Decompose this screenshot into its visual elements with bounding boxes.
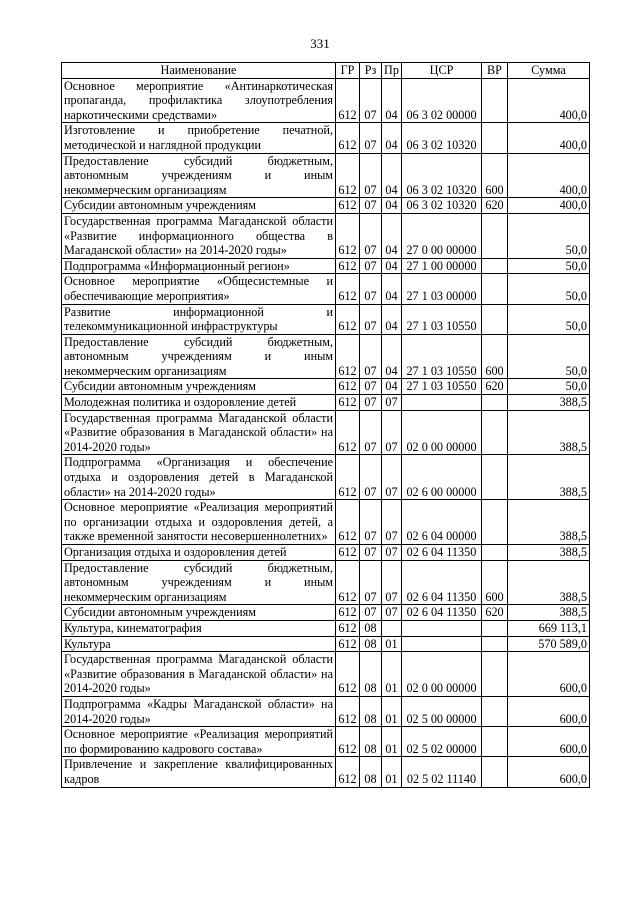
header-csr: ЦСР <box>402 63 482 79</box>
table-row <box>62 198 590 214</box>
cell-name: Развитие информационной и телекоммуникационной инфраструктуры <box>62 304 336 334</box>
cell-gr: 612 <box>336 545 360 561</box>
header-sum: Сумма <box>508 63 590 79</box>
cell-sum: 50,0 <box>508 334 590 379</box>
cell-name: Государственная программа Магаданской области «Развитие образования в Магаданской области» на 2014-2020 годы» <box>62 410 336 455</box>
table-row <box>62 258 590 274</box>
cell-vr: 620 <box>482 198 508 214</box>
cell-sum: 669 113,1 <box>508 620 590 636</box>
table-row <box>62 636 590 652</box>
cell-name: Подпрограмма «Организация и обеспечение отдыха и оздоровления детей в Магаданской области» на 2014-2020 годы» <box>62 455 336 500</box>
cell-rz: 08 <box>360 727 382 757</box>
table-row <box>62 274 590 304</box>
table-row <box>62 395 590 411</box>
cell-pr: 04 <box>382 304 402 334</box>
cell-name: Основное мероприятие «Антинаркотическая пропаганда, профилактика злоупотребления наркотическими средствами» <box>62 78 336 123</box>
table-row <box>62 455 590 500</box>
table-row <box>62 652 590 697</box>
cell-vr: 620 <box>482 605 508 621</box>
cell-rz: 08 <box>360 652 382 697</box>
cell-gr: 612 <box>336 652 360 697</box>
cell-name: Молодежная политика и оздоровление детей <box>62 395 336 411</box>
cell-csr: 02 5 02 00000 <box>402 727 482 757</box>
cell-name: Основное мероприятие «Реализация мероприятий по формированию кадрового состава» <box>62 727 336 757</box>
cell-csr: 06 3 02 10320 <box>402 153 482 198</box>
table-row <box>62 410 590 455</box>
cell-name: Подпрограмма «Кадры Магаданской области» на 2014-2020 годы» <box>62 696 336 726</box>
cell-gr: 612 <box>336 274 360 304</box>
cell-rz: 08 <box>360 636 382 652</box>
cell-csr: 02 5 02 11140 <box>402 757 482 787</box>
cell-rz: 07 <box>360 560 382 605</box>
cell-sum: 400,0 <box>508 153 590 198</box>
cell-rz: 07 <box>360 545 382 561</box>
cell-gr: 612 <box>336 696 360 726</box>
cell-pr: 07 <box>382 605 402 621</box>
cell-vr <box>482 213 508 258</box>
cell-rz: 07 <box>360 123 382 153</box>
cell-csr: 06 3 02 00000 <box>402 78 482 123</box>
cell-sum: 388,5 <box>508 500 590 545</box>
cell-pr: 04 <box>382 379 402 395</box>
cell-csr: 02 0 00 00000 <box>402 410 482 455</box>
cell-name: Субсидии автономным учреждениям <box>62 198 336 214</box>
cell-gr: 612 <box>336 304 360 334</box>
cell-name: Основное мероприятие «Общесистемные и обеспечивающие мероприятия» <box>62 274 336 304</box>
cell-rz: 07 <box>360 153 382 198</box>
cell-csr: 02 6 04 11350 <box>402 605 482 621</box>
cell-vr <box>482 696 508 726</box>
cell-rz: 07 <box>360 500 382 545</box>
cell-pr: 04 <box>382 153 402 198</box>
table-row <box>62 545 590 561</box>
cell-csr: 02 6 04 11350 <box>402 545 482 561</box>
header-vr: ВР <box>482 63 508 79</box>
cell-pr: 07 <box>382 545 402 561</box>
cell-vr <box>482 410 508 455</box>
table-row <box>62 500 590 545</box>
cell-rz: 07 <box>360 455 382 500</box>
cell-gr: 612 <box>336 455 360 500</box>
cell-vr: 600 <box>482 560 508 605</box>
cell-pr: 07 <box>382 455 402 500</box>
cell-csr <box>402 395 482 411</box>
cell-csr: 06 3 02 10320 <box>402 123 482 153</box>
cell-csr: 06 3 02 10320 <box>402 198 482 214</box>
cell-gr: 612 <box>336 560 360 605</box>
table-row <box>62 605 590 621</box>
cell-gr: 612 <box>336 605 360 621</box>
cell-sum: 50,0 <box>508 258 590 274</box>
cell-pr: 07 <box>382 395 402 411</box>
cell-name: Предоставление субсидий бюджетным, автономным учреждениям и иным некоммерческим организациям <box>62 560 336 605</box>
cell-rz: 07 <box>360 395 382 411</box>
cell-rz: 07 <box>360 274 382 304</box>
cell-gr: 612 <box>336 258 360 274</box>
cell-gr: 612 <box>336 727 360 757</box>
header-rz: Рз <box>360 63 382 79</box>
cell-rz: 07 <box>360 379 382 395</box>
cell-name: Культура <box>62 636 336 652</box>
table-row <box>62 123 590 153</box>
table-row <box>62 696 590 726</box>
cell-rz: 07 <box>360 258 382 274</box>
cell-pr: 04 <box>382 123 402 153</box>
cell-name: Предоставление субсидий бюджетным, автономным учреждениям и иным некоммерческим организациям <box>62 334 336 379</box>
cell-name: Государственная программа Магаданской области «Развитие образования в Магаданской области» на 2014-2020 годы» <box>62 652 336 697</box>
table-header-row <box>62 63 590 79</box>
cell-name: Субсидии автономным учреждениям <box>62 379 336 395</box>
table-row <box>62 757 590 787</box>
table-row <box>62 153 590 198</box>
cell-sum: 600,0 <box>508 727 590 757</box>
cell-sum: 388,5 <box>508 560 590 605</box>
cell-pr: 01 <box>382 652 402 697</box>
cell-sum: 388,5 <box>508 455 590 500</box>
cell-pr: 01 <box>382 757 402 787</box>
cell-sum: 50,0 <box>508 213 590 258</box>
cell-name: Привлечение и закрепление квалифицированных кадров <box>62 757 336 787</box>
cell-csr: 02 6 00 00000 <box>402 455 482 500</box>
cell-pr: 01 <box>382 727 402 757</box>
cell-vr <box>482 545 508 561</box>
cell-name: Основное мероприятие «Реализация мероприятий по организации отдыха и оздоровления детей, а также временной занятости несовершеннолетних» <box>62 500 336 545</box>
table-row <box>62 727 590 757</box>
cell-pr: 07 <box>382 560 402 605</box>
cell-gr: 612 <box>336 198 360 214</box>
cell-sum: 50,0 <box>508 379 590 395</box>
cell-csr <box>402 620 482 636</box>
cell-pr: 04 <box>382 213 402 258</box>
cell-csr: 27 1 03 10550 <box>402 334 482 379</box>
cell-pr: 07 <box>382 410 402 455</box>
cell-pr: 04 <box>382 334 402 379</box>
cell-vr <box>482 455 508 500</box>
cell-sum: 400,0 <box>508 198 590 214</box>
cell-rz: 07 <box>360 605 382 621</box>
budget-table <box>61 62 590 788</box>
table-row <box>62 620 590 636</box>
cell-csr: 02 0 00 00000 <box>402 652 482 697</box>
cell-csr: 02 5 00 00000 <box>402 696 482 726</box>
cell-rz: 07 <box>360 334 382 379</box>
cell-sum: 388,5 <box>508 545 590 561</box>
table-row <box>62 379 590 395</box>
page-number: 331 <box>310 36 330 51</box>
cell-name: Подпрограмма «Информационный регион» <box>62 258 336 274</box>
cell-name: Культура, кинематография <box>62 620 336 636</box>
cell-rz: 07 <box>360 78 382 123</box>
cell-sum: 600,0 <box>508 696 590 726</box>
cell-vr: 600 <box>482 334 508 379</box>
cell-vr <box>482 727 508 757</box>
cell-vr <box>482 304 508 334</box>
cell-pr: 04 <box>382 274 402 304</box>
cell-gr: 612 <box>336 213 360 258</box>
cell-pr: 07 <box>382 500 402 545</box>
cell-gr: 612 <box>336 410 360 455</box>
cell-gr: 612 <box>336 153 360 198</box>
cell-csr: 02 6 04 11350 <box>402 560 482 605</box>
cell-csr: 27 0 00 00000 <box>402 213 482 258</box>
cell-rz: 07 <box>360 410 382 455</box>
cell-gr: 612 <box>336 379 360 395</box>
cell-csr <box>402 636 482 652</box>
cell-vr <box>482 78 508 123</box>
cell-pr: 04 <box>382 258 402 274</box>
cell-vr <box>482 757 508 787</box>
cell-gr: 612 <box>336 620 360 636</box>
cell-vr <box>482 500 508 545</box>
cell-sum: 50,0 <box>508 304 590 334</box>
cell-vr <box>482 123 508 153</box>
cell-name: Предоставление субсидий бюджетным, автономным учреждениям и иным некоммерческим организациям <box>62 153 336 198</box>
cell-vr <box>482 636 508 652</box>
cell-rz: 08 <box>360 757 382 787</box>
cell-sum: 570 589,0 <box>508 636 590 652</box>
cell-vr <box>482 258 508 274</box>
table-row <box>62 213 590 258</box>
cell-rz: 07 <box>360 198 382 214</box>
cell-csr: 27 1 03 10550 <box>402 304 482 334</box>
cell-vr: 600 <box>482 153 508 198</box>
cell-gr: 612 <box>336 757 360 787</box>
header-name: Наименование <box>62 63 336 79</box>
cell-sum: 388,5 <box>508 410 590 455</box>
cell-pr: 01 <box>382 696 402 726</box>
cell-vr <box>482 395 508 411</box>
cell-gr: 612 <box>336 500 360 545</box>
table-row <box>62 560 590 605</box>
cell-name: Субсидии автономным учреждениям <box>62 605 336 621</box>
cell-pr: 04 <box>382 78 402 123</box>
table-row <box>62 78 590 123</box>
cell-gr: 612 <box>336 636 360 652</box>
cell-sum: 388,5 <box>508 395 590 411</box>
cell-sum: 600,0 <box>508 652 590 697</box>
cell-pr: 01 <box>382 636 402 652</box>
cell-csr: 27 1 03 00000 <box>402 274 482 304</box>
cell-sum: 388,5 <box>508 605 590 621</box>
cell-gr: 612 <box>336 78 360 123</box>
cell-vr <box>482 652 508 697</box>
cell-rz: 08 <box>360 620 382 636</box>
cell-vr <box>482 274 508 304</box>
cell-gr: 612 <box>336 395 360 411</box>
cell-pr: 04 <box>382 198 402 214</box>
header-gr: ГР <box>336 63 360 79</box>
table-row <box>62 334 590 379</box>
cell-rz: 08 <box>360 696 382 726</box>
cell-csr: 02 6 04 00000 <box>402 500 482 545</box>
cell-rz: 07 <box>360 304 382 334</box>
cell-name: Изготовление и приобретение печатной, методической и наглядной продукции <box>62 123 336 153</box>
cell-name: Государственная программа Магаданской области «Развитие информационного общества в Магаданской области» на 2014-2020 годы» <box>62 213 336 258</box>
header-pr: Пр <box>382 63 402 79</box>
cell-sum: 400,0 <box>508 78 590 123</box>
cell-sum: 50,0 <box>508 274 590 304</box>
cell-sum: 400,0 <box>508 123 590 153</box>
table-row <box>62 304 590 334</box>
cell-pr <box>382 620 402 636</box>
cell-vr: 620 <box>482 379 508 395</box>
cell-csr: 27 1 03 10550 <box>402 379 482 395</box>
cell-csr: 27 1 00 00000 <box>402 258 482 274</box>
cell-gr: 612 <box>336 123 360 153</box>
cell-vr <box>482 620 508 636</box>
cell-gr: 612 <box>336 334 360 379</box>
cell-rz: 07 <box>360 213 382 258</box>
cell-name: Организация отдыха и оздоровления детей <box>62 545 336 561</box>
cell-sum: 600,0 <box>508 757 590 787</box>
